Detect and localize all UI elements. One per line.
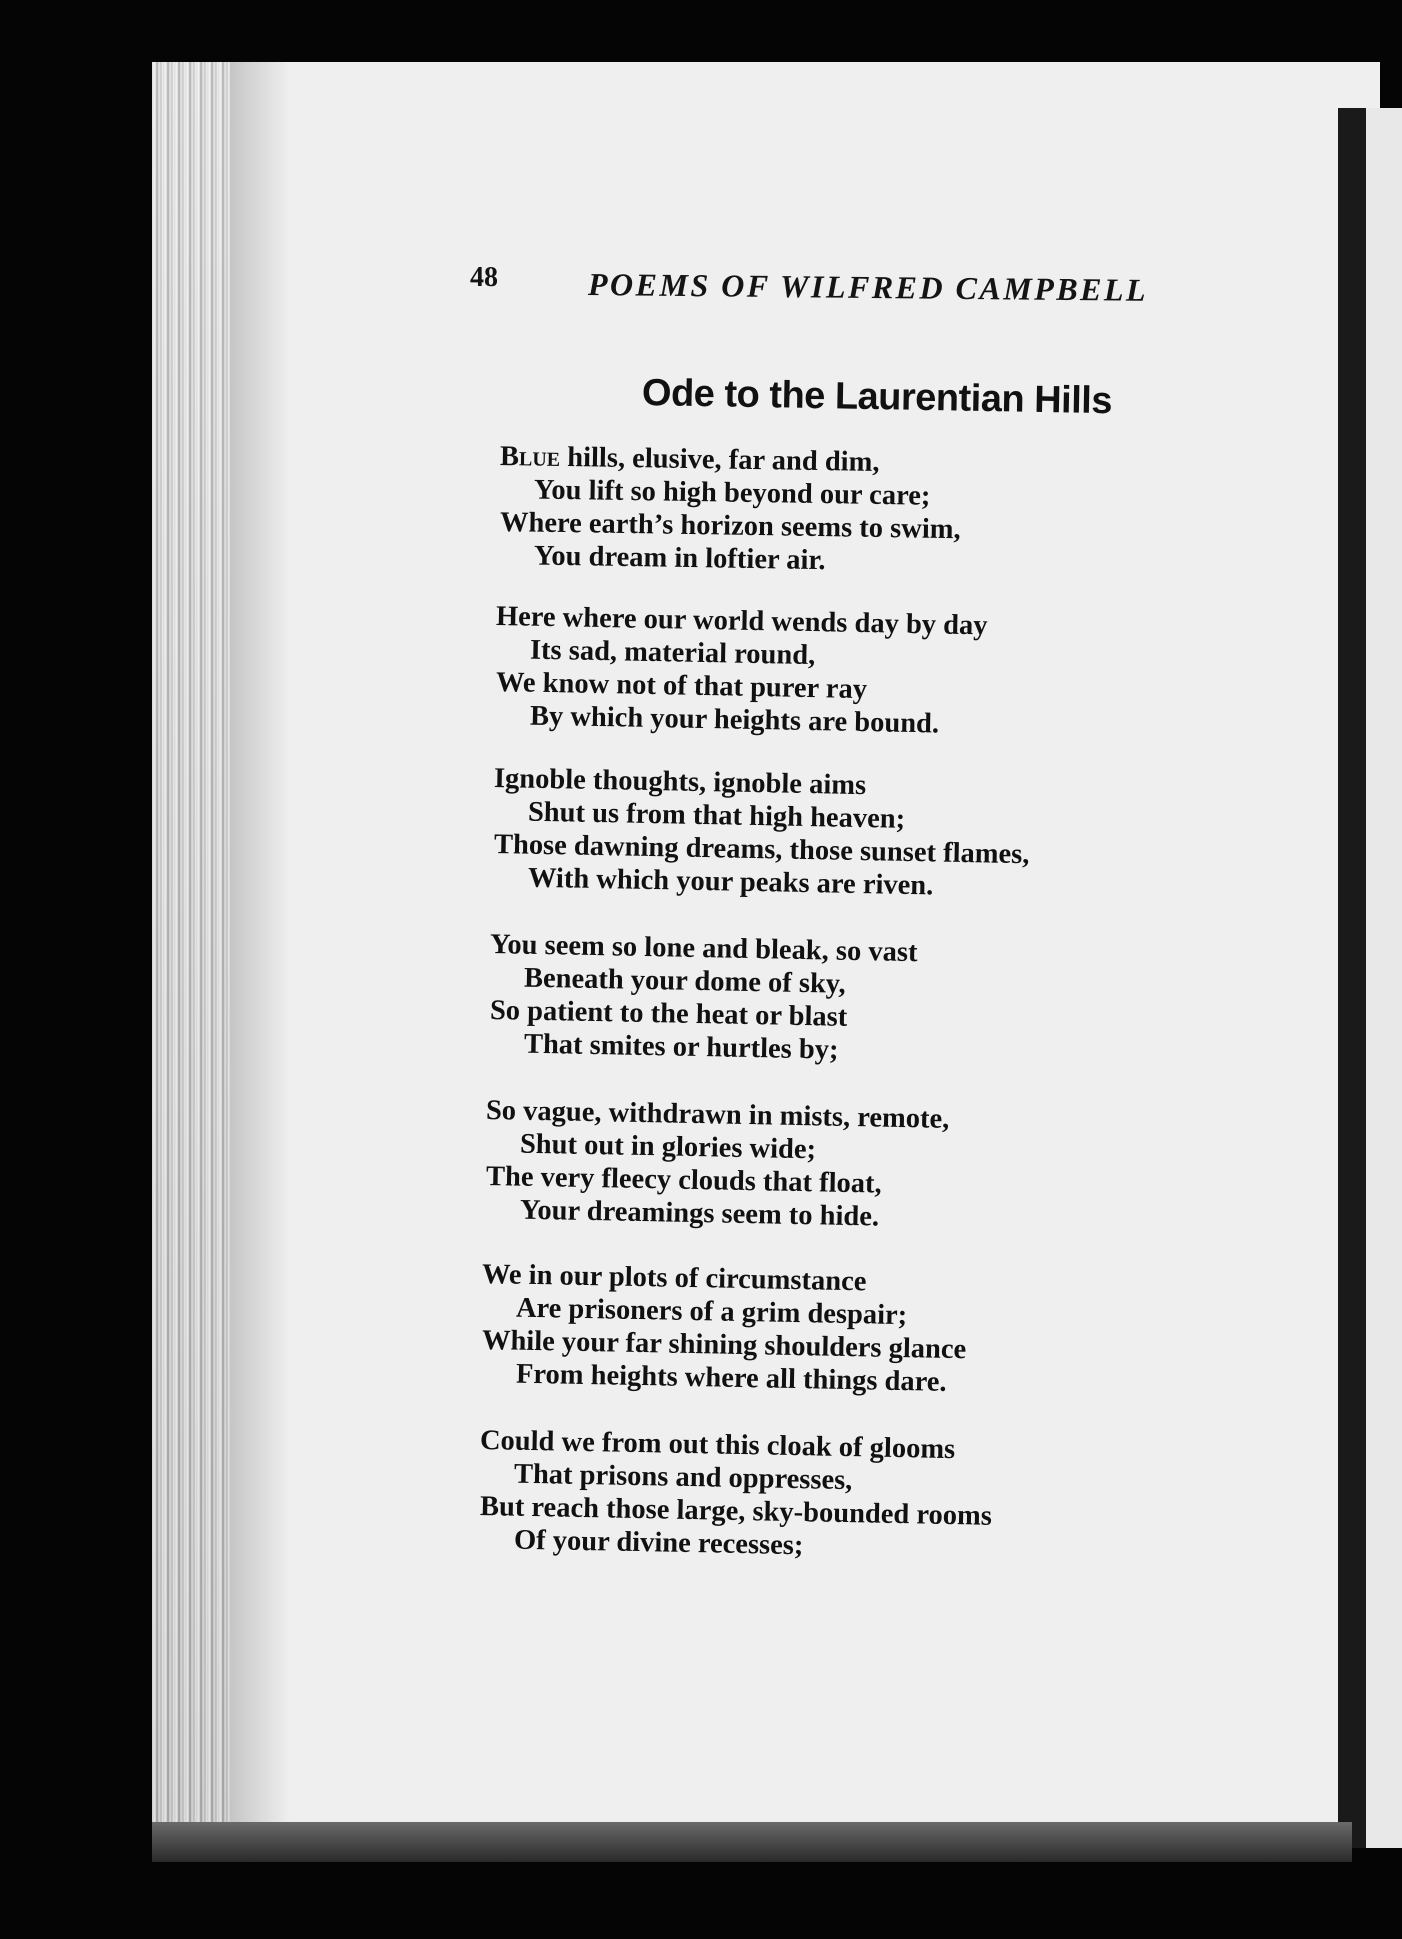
poem-line: You lift so high beyond our care;	[533, 474, 931, 512]
poem-line: That smites or hurtles by;	[523, 1028, 839, 1066]
book-title: POEMS OF WILFRED CAMPBELL	[587, 266, 1149, 308]
page-number: 48	[470, 262, 498, 293]
poem-line: By which your heights are bound.	[529, 700, 940, 740]
poem-line: But reach those large, sky-bounded rooms	[479, 1491, 993, 1532]
poem-line: Where earth’s horizon seems to swim,	[499, 507, 961, 546]
poem-line: Shut us from that high heaven;	[527, 796, 906, 835]
stanza	[493, 762, 1214, 902]
poem-line: Could we from out this cloak of glooms	[479, 1425, 956, 1466]
poem-line: You seem so lone and bleak, so vast	[489, 929, 918, 969]
poem-line: Blue hills, elusive, far and dim,	[499, 441, 880, 478]
poem-line: Shut out in glories wide;	[519, 1128, 817, 1166]
page-edges	[152, 62, 242, 1822]
poem-line: Those dawning dreams, those sunset flames,	[493, 829, 1030, 871]
poem-line: From heights where all things dare.	[515, 1358, 947, 1398]
poem-line: We in our plots of circumstance	[481, 1259, 867, 1298]
poem-line: Ignoble thoughts, ignoble aims	[493, 763, 867, 802]
poem-line: Beneath your dome of sky,	[523, 962, 846, 1000]
stanza	[495, 600, 1216, 740]
poem-line: Are prisoners of a grim despair;	[515, 1292, 908, 1332]
poem-line: You dream in loftier air.	[533, 540, 826, 577]
poem-line: The very fleecy clouds that float,	[485, 1161, 882, 1200]
bottom-edge	[152, 1822, 1352, 1862]
poem-line: Of your divine recesses;	[513, 1524, 804, 1562]
facing-page-strip	[1366, 108, 1402, 1848]
stanza	[479, 1424, 1200, 1562]
poem-line: We know not of that purer ray	[495, 667, 868, 706]
poem-line: While your far shining shoulders glance	[481, 1325, 967, 1366]
poem-line: So patient to the heat or blast	[489, 995, 848, 1033]
stanza	[499, 440, 1220, 577]
gutter-shadow	[230, 62, 290, 1822]
first-word: Blue	[499, 441, 561, 473]
right-binding-edge	[1338, 108, 1366, 1848]
running-head	[470, 262, 1170, 312]
poem-line: Here where our world wends day by day	[495, 601, 988, 642]
stanza	[481, 1258, 1202, 1398]
poem-line: With which your peaks are riven.	[527, 862, 934, 902]
stanza	[485, 1094, 1206, 1233]
poem-line: That prisons and oppresses,	[513, 1458, 853, 1497]
poem-title: Ode to the Laurentian Hills	[641, 372, 1113, 423]
poem-line: Its sad, material round,	[529, 634, 816, 672]
poem-line: So vague, withdrawn in mists, remote,	[485, 1095, 950, 1135]
poem-line: Your dreamings seem to hide.	[519, 1194, 880, 1233]
stanza	[489, 928, 1210, 1066]
